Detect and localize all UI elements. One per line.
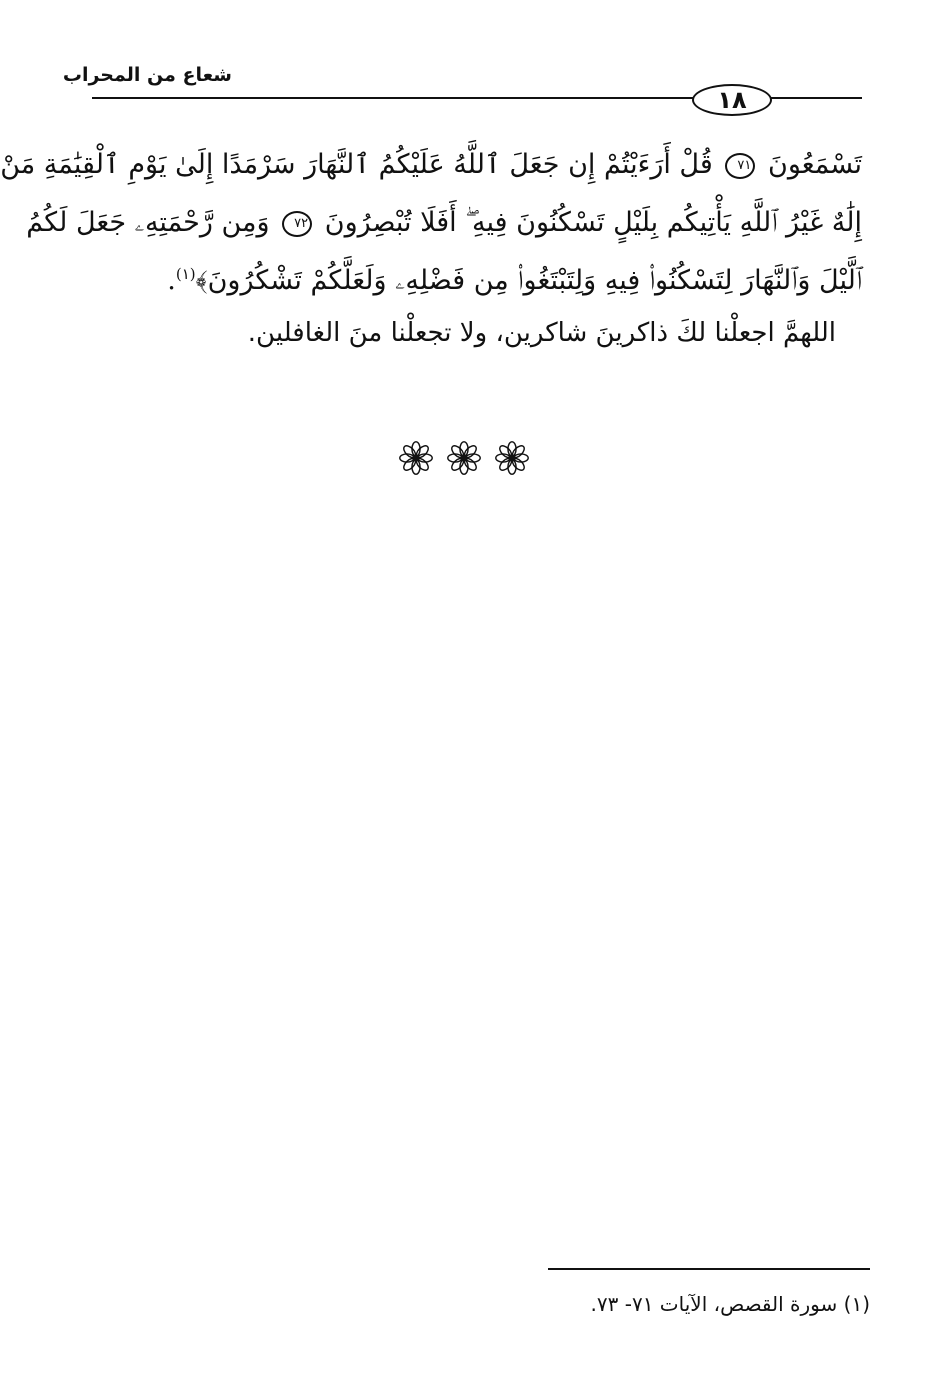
footnote-reference[interactable]: (١) <box>175 265 196 283</box>
verse-text: قُلْ أَرَءَيْتُمْ إِن جَعَلَ ٱللَّهُ عَلَيْكُمُ ٱلنَّهَارَ سَرْمَدًا إِلَىٰ يَوْمِ ٱلْقِيَٰمَةِ مَنْ <box>0 149 713 180</box>
verse-text: تَسْمَعُونَ <box>767 149 862 180</box>
verse-text: وَمِن رَّحْمَتِهِۦ جَعَلَ لَكُمُ <box>26 207 270 238</box>
verse-text: إِلَٰهٌ غَيْرُ ٱللَّهِ يَأْتِيكُم بِلَيْلٍ تَسْكُنُونَ فِيهِ ۖ أَفَلَا تُبْصِرُونَ <box>324 207 862 238</box>
flower-ornament-icon <box>398 440 434 476</box>
verse-end-period: . <box>167 265 176 296</box>
ayah-number-marker: ٧١ <box>725 153 755 179</box>
page-number-badge: ١٨ <box>692 84 772 116</box>
verse-line-1 <box>0 136 862 194</box>
dua-text: اللهمَّ اجعلْنا لكَ ذاكرينَ شاكرين، ولا تجعلْنا منَ الغافلين. <box>247 318 836 348</box>
flower-ornament-icon <box>446 440 482 476</box>
footnote-rule <box>548 1268 870 1270</box>
page-header <box>0 0 948 130</box>
book-title: شعاع من المحراب <box>62 64 232 86</box>
ayah-number-marker: ٧٢ <box>282 211 312 237</box>
quran-verses <box>0 136 862 310</box>
verse-line-3 <box>92 252 862 310</box>
flower-ornament-icon <box>494 440 530 476</box>
ornament-separator <box>398 438 530 478</box>
verse-text: ٱلَّيْلَ وَٱلنَّهَارَ لِتَسْكُنُوا۟ فِيهِ وَلِتَبْتَغُوا۟ مِن فَضْلِهِۦ وَلَعَلَّكُمْ تَشْكُرُونَ﴾ <box>195 265 862 296</box>
footnote-text: (١) سورة القصص، الآيات ٧١- ٧٣. <box>590 1292 870 1316</box>
verse-line-2 <box>26 194 862 252</box>
